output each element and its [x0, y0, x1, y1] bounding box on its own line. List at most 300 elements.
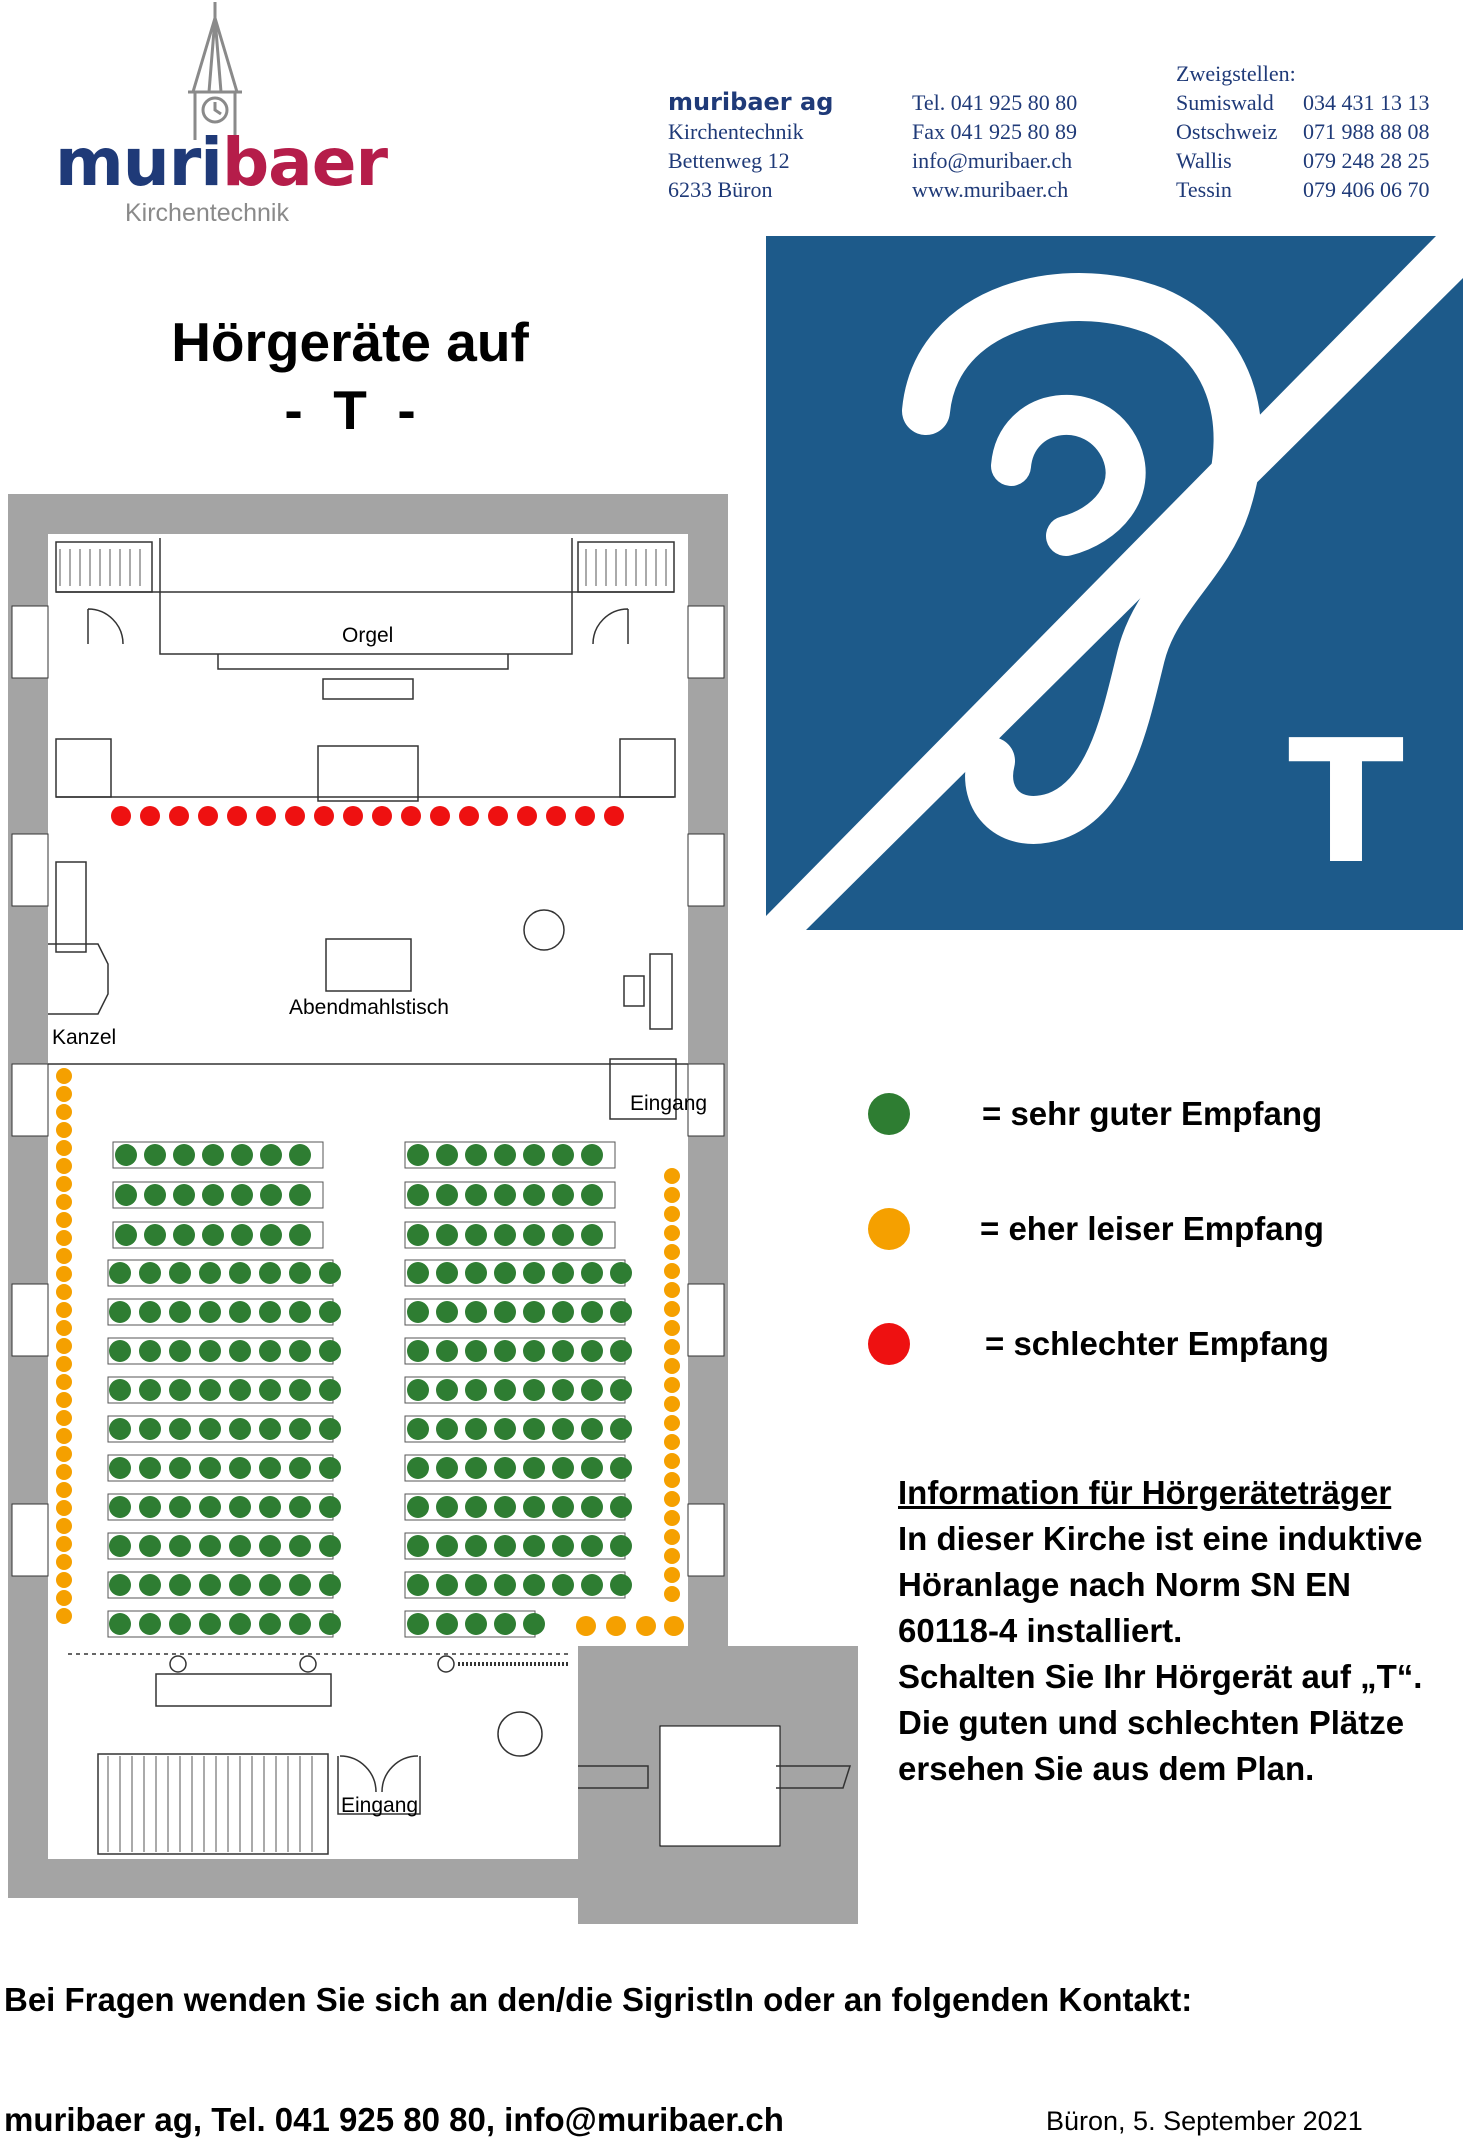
seat-dot [523, 1184, 545, 1206]
info-line: 60118-4 installiert. [898, 1612, 1183, 1649]
seat-dot [314, 806, 334, 826]
seat-dot [581, 1457, 603, 1479]
seat-dot [610, 1340, 632, 1362]
seat-dot [319, 1379, 341, 1401]
seat-dot [169, 1457, 191, 1479]
seat-dot [436, 1457, 458, 1479]
company-street: Bettenweg 12 [668, 148, 790, 173]
seat-dot [407, 1224, 429, 1246]
seat-dot [56, 1410, 72, 1426]
branches-title: Zweigstellen: [1176, 61, 1296, 86]
seat-dot [494, 1418, 516, 1440]
seat-dot [139, 1418, 161, 1440]
seat-dot [436, 1301, 458, 1323]
title-line2: - T - [284, 379, 416, 441]
seat-dot [552, 1379, 574, 1401]
seat-dot [436, 1613, 458, 1635]
seat-dot [259, 1457, 281, 1479]
seat-dot [169, 1535, 191, 1557]
seat-dot [173, 1144, 195, 1166]
hearing-loop-ear-icon [766, 236, 1463, 930]
seat-dot [465, 1535, 487, 1557]
seat-dot [664, 1396, 680, 1412]
seat-dot [56, 1392, 72, 1408]
seat-dot [494, 1144, 516, 1166]
seat-dot [407, 1535, 429, 1557]
seat-dot [407, 1340, 429, 1362]
seat-dot [523, 1379, 545, 1401]
seat-dot [140, 806, 160, 826]
info-line: Schalten Sie Ihr Hörgerät auf „T“. [898, 1658, 1423, 1695]
seat-dot [109, 1496, 131, 1518]
seat-dot [319, 1340, 341, 1362]
seat-dot [581, 1340, 603, 1362]
seat-dot [552, 1184, 574, 1206]
seat-dot [139, 1340, 161, 1362]
seat-dot [173, 1224, 195, 1246]
seat-dot [56, 1446, 72, 1462]
branch-row [1176, 88, 1456, 117]
logo-wordmark-muri: muri [55, 124, 222, 201]
company-contact [912, 88, 1077, 204]
seat-dot [259, 1613, 281, 1635]
seat-dot [144, 1224, 166, 1246]
seat-dot [259, 1574, 281, 1596]
seat-dot [109, 1457, 131, 1479]
seat-dot [173, 1184, 195, 1206]
legend-dot-good [868, 1093, 910, 1135]
seat-dot [407, 1262, 429, 1284]
seat-dot [260, 1184, 282, 1206]
seat-dot [523, 1457, 545, 1479]
seat-dot [523, 1613, 545, 1635]
title-line1: Hörgeräte auf [171, 311, 529, 373]
seat-dot [664, 1491, 680, 1507]
seat-dot [289, 1301, 311, 1323]
seat-dot [664, 1320, 680, 1336]
legend-label-good: = sehr guter Empfang [982, 1095, 1323, 1132]
seat-dot [109, 1379, 131, 1401]
seat-dot [199, 1379, 221, 1401]
seat-dot [664, 1263, 680, 1279]
company-logo [55, 0, 388, 235]
seat-dot [664, 1567, 680, 1583]
seat-dot [664, 1187, 680, 1203]
seat-dot [199, 1613, 221, 1635]
seat-dot [610, 1262, 632, 1284]
seat-dot [56, 1464, 72, 1480]
branch-place: Wallis [1176, 148, 1232, 173]
seat-dot [604, 806, 624, 826]
seat-dot [109, 1301, 131, 1323]
seat-dot [109, 1340, 131, 1362]
seat-dot [436, 1574, 458, 1596]
seat-dot [229, 1301, 251, 1323]
seat-dot [523, 1262, 545, 1284]
seat-dot [56, 1248, 72, 1264]
seat-dot [319, 1418, 341, 1440]
branch-row [1176, 175, 1456, 204]
seat-dot [465, 1184, 487, 1206]
seat-dot [199, 1418, 221, 1440]
seat-dot [407, 1613, 429, 1635]
seat-dot [581, 1574, 603, 1596]
seat-dot [523, 1301, 545, 1323]
seat-dot [552, 1457, 574, 1479]
seat-dot [229, 1496, 251, 1518]
seat-dot [169, 1301, 191, 1323]
seat-dot [56, 1608, 72, 1624]
seat-dot [109, 1613, 131, 1635]
company-city: 6233 Büron [668, 177, 773, 202]
seat-dot [289, 1457, 311, 1479]
seat-dot [169, 1418, 191, 1440]
seat-dot [664, 1529, 680, 1545]
seat-dot [546, 806, 566, 826]
seat-dot [552, 1418, 574, 1440]
floor-plan-drawing [8, 494, 858, 1924]
seat-dot [319, 1301, 341, 1323]
contact-tel: Tel. 041 925 80 80 [912, 90, 1078, 115]
seat-dot [289, 1496, 311, 1518]
seat-dot [289, 1379, 311, 1401]
seat-dot [494, 1457, 516, 1479]
company-line2: Kirchentechnik [668, 119, 804, 144]
contact-web[interactable]: www.muribaer.ch [912, 177, 1069, 202]
seat-dot [256, 806, 276, 826]
company-address [668, 88, 833, 204]
seat-dot [343, 806, 363, 826]
legend-label-poor: = schlechter Empfang [985, 1325, 1329, 1362]
seat-dot [664, 1377, 680, 1393]
seat-dot [198, 806, 218, 826]
seat-dot [465, 1144, 487, 1166]
seat-dot [56, 1284, 72, 1300]
seat-dot [169, 1574, 191, 1596]
footer-contact: muribaer ag, Tel. 041 925 80 80, info@muribaer.ch [4, 2101, 784, 2138]
seat-dot [436, 1340, 458, 1362]
seat-dot [231, 1224, 253, 1246]
seat-dot [260, 1144, 282, 1166]
seat-dot [664, 1472, 680, 1488]
seat-dot [494, 1301, 516, 1323]
label-organ: Orgel [342, 624, 394, 647]
seat-dot [494, 1535, 516, 1557]
seat-dot [436, 1224, 458, 1246]
seat-dot [56, 1338, 72, 1354]
seat-dot [259, 1418, 281, 1440]
legend-dot-medium [868, 1208, 910, 1250]
seat-dot [56, 1572, 72, 1588]
seat-dot [229, 1574, 251, 1596]
seat-dot [523, 1574, 545, 1596]
seat-dot [56, 1212, 72, 1228]
seat-dot [259, 1496, 281, 1518]
seat-dot [202, 1184, 224, 1206]
seat-dot [465, 1496, 487, 1518]
seat-dot [115, 1224, 137, 1246]
seat-dot [610, 1379, 632, 1401]
seat-dot [664, 1225, 680, 1241]
page-title [120, 310, 580, 442]
seat-dot [56, 1086, 72, 1102]
legend-dot-poor [868, 1323, 910, 1365]
seat-dot [664, 1206, 680, 1222]
seat-dot [56, 1428, 72, 1444]
seat-dot [552, 1301, 574, 1323]
seat-dot [289, 1144, 311, 1166]
seat-dot [109, 1418, 131, 1440]
seat-dot [581, 1224, 603, 1246]
seat-dot [664, 1168, 680, 1184]
info-heading: Information für Hörgeräteträger [898, 1474, 1392, 1511]
seat-dot [229, 1340, 251, 1362]
seat-dot [465, 1418, 487, 1440]
info-line: Höranlage nach Norm SN EN [898, 1566, 1351, 1603]
seat-dot [581, 1496, 603, 1518]
seat-dot [407, 1496, 429, 1518]
seat-dot [260, 1224, 282, 1246]
seat-dot [664, 1339, 680, 1355]
seat-dot [319, 1496, 341, 1518]
seat-dot [430, 806, 450, 826]
reception-legend [860, 1085, 1360, 1385]
seat-dot [115, 1184, 137, 1206]
seat-dot [229, 1418, 251, 1440]
seat-dot [109, 1574, 131, 1596]
seat-dot [523, 1496, 545, 1518]
seat-dot [56, 1500, 72, 1516]
seat-dot [407, 1379, 429, 1401]
seat-dot [289, 1224, 311, 1246]
seat-dot [465, 1262, 487, 1284]
seat-dot [436, 1184, 458, 1206]
legend-label-medium: = eher leiser Empfang [980, 1210, 1324, 1247]
seat-dot [56, 1374, 72, 1390]
seat-dot [139, 1457, 161, 1479]
seat-dot [199, 1535, 221, 1557]
seat-dot [523, 1144, 545, 1166]
label-entrance-side: Eingang [630, 1092, 708, 1115]
seat-dot [109, 1535, 131, 1557]
seat-dot [436, 1379, 458, 1401]
seat-dot [664, 1358, 680, 1374]
seat-dot [289, 1340, 311, 1362]
seat-dot [610, 1496, 632, 1518]
seat-dot [229, 1613, 251, 1635]
seat-dot [552, 1496, 574, 1518]
seat-dot [494, 1496, 516, 1518]
branch-phone: 034 431 13 13 [1303, 90, 1430, 115]
seat-dot [465, 1379, 487, 1401]
seat-dot [664, 1548, 680, 1564]
seat-dot [494, 1262, 516, 1284]
seat-dot [259, 1340, 281, 1362]
seat-dot [494, 1574, 516, 1596]
seat-dot [229, 1379, 251, 1401]
seat-dot [465, 1301, 487, 1323]
t-symbol-letter: T [1288, 704, 1404, 902]
seat-dot [664, 1244, 680, 1260]
branch-phone: 079 406 06 70 [1303, 177, 1430, 202]
seat-dot [407, 1184, 429, 1206]
seat-dot [229, 1535, 251, 1557]
seat-dot [552, 1574, 574, 1596]
seat-dot [229, 1262, 251, 1284]
seat-dot [199, 1457, 221, 1479]
seat-dot [56, 1194, 72, 1210]
seat-dot [552, 1144, 574, 1166]
seat-dot [610, 1535, 632, 1557]
info-line: In dieser Kirche ist eine induktive [898, 1520, 1423, 1557]
seat-dot [407, 1144, 429, 1166]
seat-dot [259, 1262, 281, 1284]
seat-dot [115, 1144, 137, 1166]
seat-dot [581, 1301, 603, 1323]
seat-dot [576, 1616, 596, 1636]
seat-dot [169, 1613, 191, 1635]
seat-dot [610, 1457, 632, 1479]
branch-row [1176, 117, 1456, 146]
seat-dot [139, 1496, 161, 1518]
hearing-loop-sign [766, 236, 1463, 930]
seat-dot [407, 1418, 429, 1440]
seat-dot [139, 1613, 161, 1635]
seat-dot [56, 1518, 72, 1534]
branch-place: Ostschweiz [1176, 119, 1278, 144]
seat-dot [56, 1302, 72, 1318]
seat-dot [552, 1262, 574, 1284]
seat-dot [319, 1535, 341, 1557]
seat-dot [139, 1535, 161, 1557]
seat-dot [289, 1262, 311, 1284]
branch-place: Tessin [1176, 177, 1232, 202]
seat-dot [372, 806, 392, 826]
branch-phone: 079 248 28 25 [1303, 148, 1430, 173]
seat-dot [581, 1262, 603, 1284]
seat-dot [199, 1301, 221, 1323]
seat-dot [199, 1262, 221, 1284]
seat-dot [144, 1144, 166, 1166]
seat-dot [56, 1320, 72, 1336]
seat-dot [169, 1496, 191, 1518]
info-block [898, 1470, 1458, 1792]
seat-dot [289, 1574, 311, 1596]
seat-dot [610, 1301, 632, 1323]
seat-dot [289, 1613, 311, 1635]
seat-dot [610, 1418, 632, 1440]
seat-dot [581, 1418, 603, 1440]
seat-dot [56, 1266, 72, 1282]
seat-dot [289, 1418, 311, 1440]
seat-dot [231, 1144, 253, 1166]
seat-dot [144, 1184, 166, 1206]
seat-dot [56, 1122, 72, 1138]
seat-dot [436, 1418, 458, 1440]
seat-dot [664, 1510, 680, 1526]
seat-dot [56, 1230, 72, 1246]
seat-dot [139, 1301, 161, 1323]
seat-dot [494, 1224, 516, 1246]
seat-dot [581, 1535, 603, 1557]
info-line: ersehen Sie aus dem Plan. [898, 1750, 1315, 1787]
seat-dot [56, 1590, 72, 1606]
seat-dot [56, 1482, 72, 1498]
seat-dot [523, 1535, 545, 1557]
label-communion-table: Abendmahlstisch [289, 996, 449, 1019]
seat-dot [319, 1457, 341, 1479]
seat-dot [259, 1379, 281, 1401]
seat-dot [259, 1535, 281, 1557]
seat-dot [169, 1262, 191, 1284]
seat-dot [56, 1158, 72, 1174]
seat-dot [319, 1574, 341, 1596]
seat-dot [552, 1224, 574, 1246]
seat-dot [109, 1262, 131, 1284]
footer-question: Bei Fragen wenden Sie sich an den/die SigristIn oder an folgenden Kontakt: [4, 1981, 1193, 2018]
seat-dot [259, 1301, 281, 1323]
seat-dot [494, 1340, 516, 1362]
seat-dot [407, 1457, 429, 1479]
seat-dot [199, 1340, 221, 1362]
seat-dot [229, 1457, 251, 1479]
seat-dot [401, 806, 421, 826]
seat-dot [664, 1616, 684, 1636]
seat-dot [523, 1224, 545, 1246]
seat-dot [494, 1184, 516, 1206]
seat-dot [169, 1340, 191, 1362]
seat-dot [169, 1379, 191, 1401]
footer-date: Büron, 5. September 2021 [1046, 2106, 1363, 2136]
seat-dot [56, 1068, 72, 1084]
branch-phone: 071 988 88 08 [1303, 119, 1430, 144]
seat-dot [523, 1340, 545, 1362]
seat-dot [523, 1418, 545, 1440]
seat-dot [436, 1535, 458, 1557]
seat-dot [552, 1535, 574, 1557]
contact-email[interactable]: info@muribaer.ch [912, 148, 1073, 173]
seat-dot [581, 1184, 603, 1206]
seat-dot [202, 1144, 224, 1166]
seat-dot [202, 1224, 224, 1246]
seat-dot [664, 1415, 680, 1431]
seat-dot [465, 1613, 487, 1635]
seat-dot [231, 1184, 253, 1206]
seat-dot [169, 806, 189, 826]
seat-dot [319, 1613, 341, 1635]
seat-dot [488, 806, 508, 826]
seat-dot [459, 806, 479, 826]
seat-dot [575, 806, 595, 826]
seat-dot [664, 1282, 680, 1298]
seat-dot [199, 1496, 221, 1518]
seat-dot [664, 1434, 680, 1450]
seat-dot [517, 806, 537, 826]
seat-dot [139, 1379, 161, 1401]
seat-dot [606, 1616, 626, 1636]
label-entrance-main: Eingang [341, 1794, 419, 1817]
seat-dot [407, 1574, 429, 1596]
seat-dot [664, 1586, 680, 1602]
seat-dot [465, 1457, 487, 1479]
seat-dot [552, 1340, 574, 1362]
seat-dot [465, 1224, 487, 1246]
seat-dot [436, 1262, 458, 1284]
seat-dot [436, 1144, 458, 1166]
seat-dot [494, 1379, 516, 1401]
seat-dot [56, 1176, 72, 1192]
seat-dot [664, 1453, 680, 1469]
